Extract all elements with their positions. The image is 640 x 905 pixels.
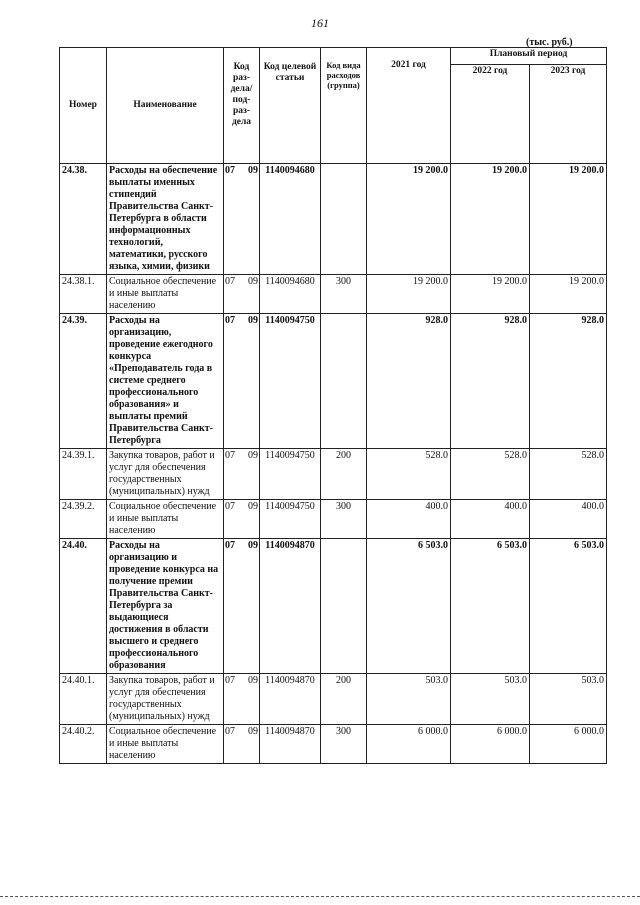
row-number: 24.40. xyxy=(60,539,107,674)
table-row xyxy=(60,449,607,500)
row-amount-2021: 503.0 xyxy=(367,674,451,725)
row-amount-2022: 19 200.0 xyxy=(451,164,530,275)
row-amount-2023: 503.0 xyxy=(530,674,607,725)
row-amount-2023: 928.0 xyxy=(530,314,607,449)
row-amount-2023: 19 200.0 xyxy=(530,164,607,275)
table-row xyxy=(60,164,607,275)
row-subsection: 09 xyxy=(248,315,258,326)
row-amount-2021: 19 200.0 xyxy=(367,164,451,275)
row-number: 24.39.2. xyxy=(60,500,107,539)
row-section-code xyxy=(224,539,260,674)
row-number: 24.40.1. xyxy=(60,674,107,725)
row-amount-2022: 6 503.0 xyxy=(451,539,530,674)
row-section-code xyxy=(224,725,260,764)
row-number: 24.38. xyxy=(60,164,107,275)
row-amount-2023: 6 503.0 xyxy=(530,539,607,674)
row-expense-code: 200 xyxy=(321,449,367,500)
row-amount-2021: 6 000.0 xyxy=(367,725,451,764)
row-expense-code xyxy=(321,314,367,449)
header-2021: 2021 год xyxy=(367,48,451,164)
row-subsection: 09 xyxy=(248,276,258,287)
row-section: 07 xyxy=(225,501,235,512)
header-number: Номер xyxy=(60,48,107,164)
row-expense-code xyxy=(321,539,367,674)
header-section-code: Код раз-дела/ под-раз-дела xyxy=(224,48,260,164)
row-amount-2021: 19 200.0 xyxy=(367,275,451,314)
row-amount-2023: 400.0 xyxy=(530,500,607,539)
row-section-code xyxy=(224,164,260,275)
row-amount-2021: 400.0 xyxy=(367,500,451,539)
row-section: 07 xyxy=(225,540,235,551)
header-name: Наименование xyxy=(107,48,224,164)
row-subsection: 09 xyxy=(248,540,258,551)
row-name: Социальное обеспечение и иные выплаты населению xyxy=(107,275,224,314)
row-number: 24.38.1. xyxy=(60,275,107,314)
header-target-code: Код целевой статьи xyxy=(260,48,321,164)
table-row xyxy=(60,674,607,725)
row-amount-2022: 19 200.0 xyxy=(451,275,530,314)
row-amount-2022: 6 000.0 xyxy=(451,725,530,764)
row-target-code: 1140094750 xyxy=(260,449,321,500)
units-label: (тыс. руб.) xyxy=(526,37,573,48)
row-target-code: 1140094750 xyxy=(260,314,321,449)
table-row xyxy=(60,314,607,449)
row-expense-code: 300 xyxy=(321,500,367,539)
table-row xyxy=(60,725,607,764)
row-target-code: 1140094870 xyxy=(260,725,321,764)
row-subsection: 09 xyxy=(248,450,258,461)
row-name: Расходы на обеспечение выплаты именных стипендий Правительства Санкт-Петербурга в области информационных технологий, математики, русского языка, химии, физики xyxy=(107,164,224,275)
row-section: 07 xyxy=(225,315,235,326)
row-number: 24.39. xyxy=(60,314,107,449)
row-name: Закупка товаров, работ и услуг для обеспечения государственных (муниципальных) нужд xyxy=(107,674,224,725)
row-section: 07 xyxy=(225,726,235,737)
header-expense-code: Код вида расходов (группа) xyxy=(321,48,367,164)
row-section-code xyxy=(224,275,260,314)
row-name: Расходы на организацию, проведение ежегодного конкурса «Преподаватель года в системе среднего профессионального образования» и выплаты премий Правительства Санкт-Петербурга xyxy=(107,314,224,449)
row-amount-2023: 6 000.0 xyxy=(530,725,607,764)
page-number: 161 xyxy=(311,16,329,30)
row-target-code: 1140094680 xyxy=(260,164,321,275)
header-plan-period: Плановый период xyxy=(451,48,607,65)
row-amount-2021: 6 503.0 xyxy=(367,539,451,674)
row-amount-2021: 928.0 xyxy=(367,314,451,449)
row-target-code: 1140094750 xyxy=(260,500,321,539)
table-row xyxy=(60,500,607,539)
row-amount-2022: 503.0 xyxy=(451,674,530,725)
row-target-code: 1140094870 xyxy=(260,674,321,725)
budget-table xyxy=(59,47,607,764)
row-amount-2021: 528.0 xyxy=(367,449,451,500)
row-target-code: 1140094870 xyxy=(260,539,321,674)
table-body xyxy=(60,164,607,764)
row-section-code xyxy=(224,674,260,725)
row-target-code: 1140094680 xyxy=(260,275,321,314)
row-name: Социальное обеспечение и иные выплаты населению xyxy=(107,500,224,539)
page-bottom-line xyxy=(0,896,640,897)
row-section: 07 xyxy=(225,450,235,461)
row-section: 07 xyxy=(225,165,235,176)
row-amount-2023: 528.0 xyxy=(530,449,607,500)
row-section: 07 xyxy=(225,675,235,686)
row-expense-code: 200 xyxy=(321,674,367,725)
table-row xyxy=(60,539,607,674)
row-section-code xyxy=(224,500,260,539)
row-name: Социальное обеспечение и иные выплаты населению xyxy=(107,725,224,764)
row-section-code xyxy=(224,314,260,449)
table-row xyxy=(60,275,607,314)
row-section: 07 xyxy=(225,276,235,287)
row-subsection: 09 xyxy=(248,675,258,686)
row-expense-code xyxy=(321,164,367,275)
row-expense-code: 300 xyxy=(321,275,367,314)
row-name: Закупка товаров, работ и услуг для обеспечения государственных (муниципальных) нужд xyxy=(107,449,224,500)
row-subsection: 09 xyxy=(248,501,258,512)
header-2023: 2023 год xyxy=(530,65,607,164)
row-amount-2022: 928.0 xyxy=(451,314,530,449)
row-amount-2022: 528.0 xyxy=(451,449,530,500)
row-amount-2022: 400.0 xyxy=(451,500,530,539)
row-number: 24.40.2. xyxy=(60,725,107,764)
row-subsection: 09 xyxy=(248,165,258,176)
row-expense-code: 300 xyxy=(321,725,367,764)
row-name: Расходы на организацию и проведение конкурса на получение премии Правительства Санкт-Петербурга за выдающиеся достижения в области высшего и среднего профессионального образования xyxy=(107,539,224,674)
row-section-code xyxy=(224,449,260,500)
header-2022: 2022 год xyxy=(451,65,530,164)
row-subsection: 09 xyxy=(248,726,258,737)
row-amount-2023: 19 200.0 xyxy=(530,275,607,314)
row-number: 24.39.1. xyxy=(60,449,107,500)
